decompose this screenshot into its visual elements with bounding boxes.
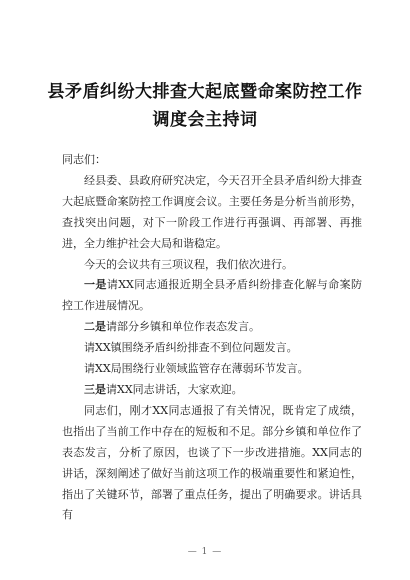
agenda-item-2-text: 请部分乡镇和单位作表态发言。 (106, 320, 260, 334)
paragraph-agenda-intro: 今天的会议共有三项议程，我们依次进行。 (84, 257, 293, 271)
salutation: 同志们： (62, 153, 106, 166)
paragraph-speaker-bureau: 请XX局围绕行业领域监管存在薄弱环节发言。 (84, 362, 309, 376)
agenda-item-1-lead: 一是 (84, 278, 107, 292)
document-body (62, 150, 362, 526)
paragraph-speaker-town: 请XX镇围绕矛盾纠纷排查不到位问题发言。 (84, 341, 298, 355)
agenda-item-1-text: 请XX同志通报近期全县矛盾纠纷排查化解与命案防控工作进展情况。 (62, 278, 362, 313)
page-number: — 1 — (187, 547, 223, 557)
paragraph-agenda-item-1 (62, 275, 362, 317)
paragraph-agenda-item-2 (62, 317, 362, 338)
agenda-item-3-lead: 三是 (84, 382, 106, 396)
agenda-item-3-text: 请XX同志讲话，大家欢迎。 (106, 382, 243, 396)
paragraph-agenda-item-3 (62, 380, 362, 401)
paragraph-opening: 经县委、县政府研究决定，今天召开全县矛盾纠纷大排查大起底暨命案防控工作调度会议。主要任务是分析当前形势，查找突出问题，对下一阶段工作进行再强调、再部署、再推进，全力维护社会大局和谐稳定。 (62, 173, 362, 250)
agenda-item-2-lead: 二是 (84, 320, 106, 334)
paragraph-summary: 同志们，刚才XX同志通报了有关情况，既肯定了成绩，也指出了当前工作中存在的短板和不足。部分乡镇和单位作了表态发言，分析了原因，也谈了下一步改进措施。XX同志的讲话，深刻阐述了做好当前这项工作的极端重要性和紧迫性，指出了关键环节，部署了重点任务，提出了明确要求。讲话具有 (62, 403, 362, 522)
title-line-1: 县矛盾纠纷大排查大起底暨命案防控工作 (47, 82, 363, 102)
document-title (40, 78, 370, 134)
title-line-2: 调度会主持词 (152, 110, 258, 130)
